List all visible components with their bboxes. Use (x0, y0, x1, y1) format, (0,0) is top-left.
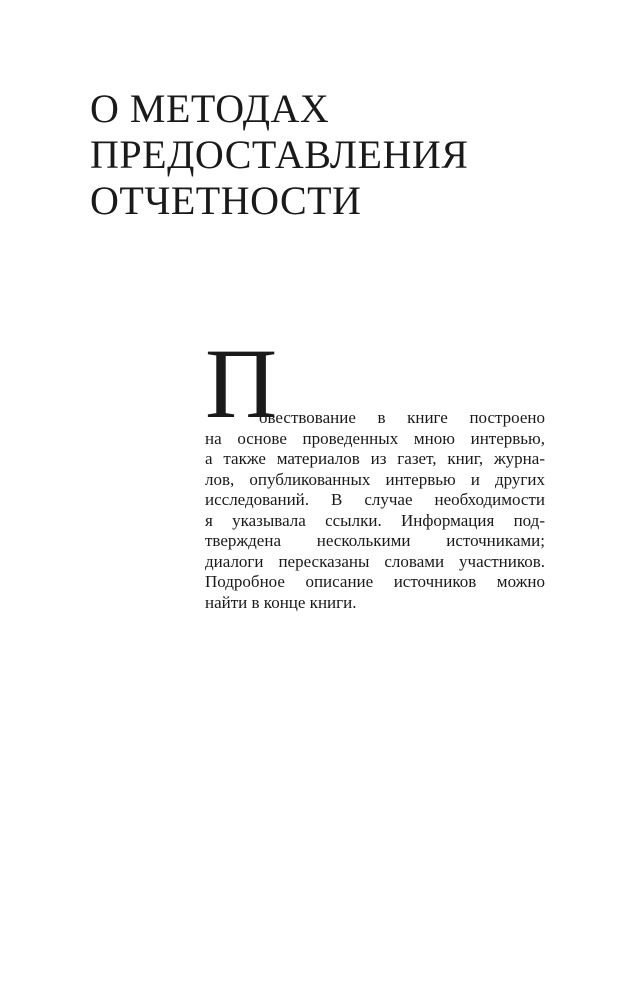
paragraph (205, 408, 545, 613)
paragraph-line: я указывала ссылки. Информация под- (205, 510, 545, 530)
paragraph-line: а также материалов из газет, книг, журна- (205, 449, 545, 468)
paragraph-line: тверждена несколькими источниками; (205, 531, 545, 550)
chapter-title (90, 86, 590, 224)
paragraph-line: диалоги пересказаны словами участников. (205, 551, 545, 571)
paragraph-line: найти в конце книги. (205, 592, 357, 612)
paragraph-line: на основе проведенных мною интервью, (205, 428, 545, 448)
paragraph-line: лов, опубликованных интервью и других (205, 469, 545, 489)
paragraph-line: исследований. В случае необходимости (205, 490, 545, 509)
chapter-title-line: О МЕТОДАХ (90, 86, 330, 131)
paragraph-line: овествование в книге построено (259, 408, 545, 427)
chapter-title-line: ОТЧЕТНОСТИ (90, 178, 362, 223)
paragraph-line: Подробное описание источников можно (205, 572, 545, 591)
drop-cap: П (205, 328, 278, 439)
chapter-title-line: ПРЕДОСТАВЛЕНИЯ (90, 132, 469, 177)
